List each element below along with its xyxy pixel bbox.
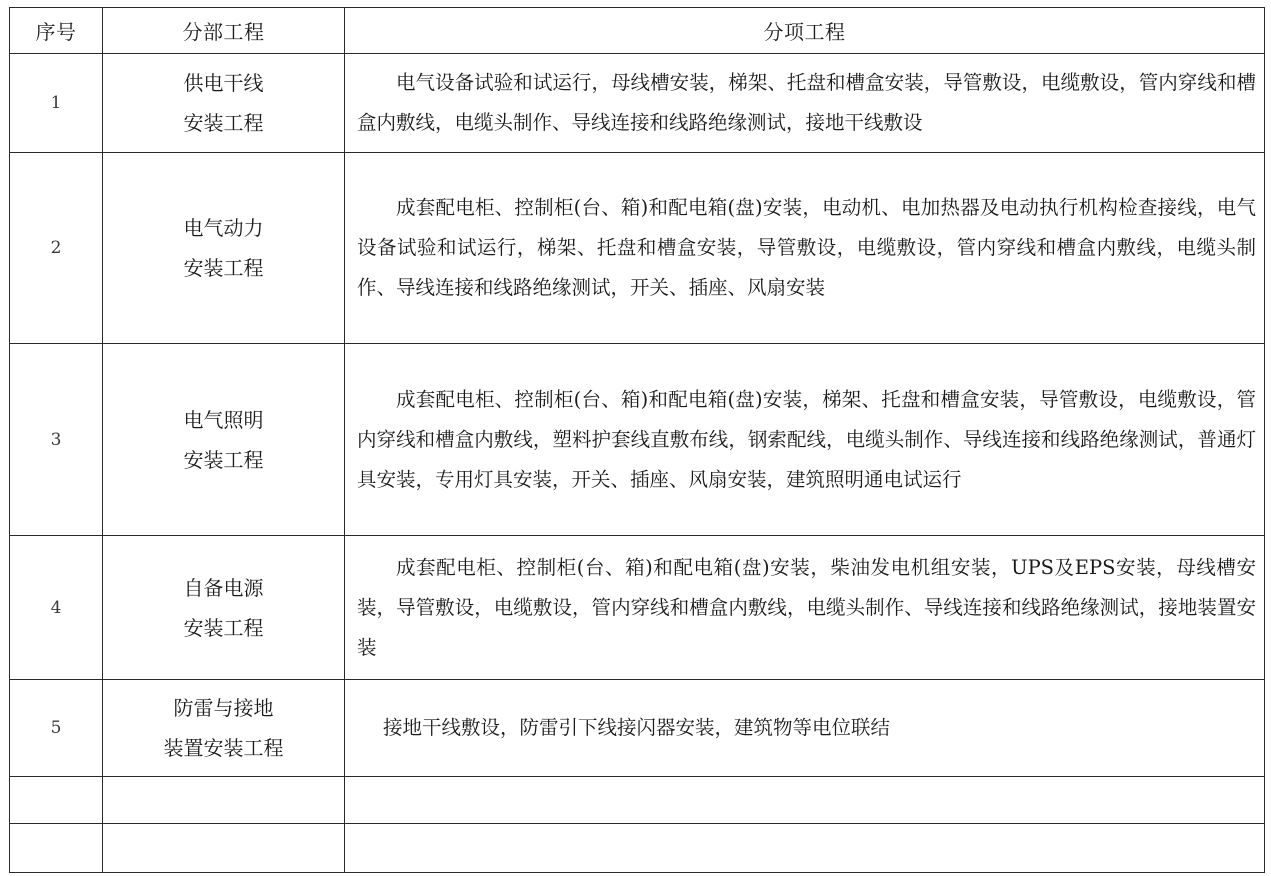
row-seq: 4 <box>10 536 103 680</box>
division-line-2: 安装工程 <box>183 447 264 472</box>
row-seq: 2 <box>10 153 103 344</box>
header-subitems: 分项工程 <box>345 8 1265 54</box>
row-subitems: 成套配电柜、控制柜(台、箱)和配电箱(盘)安装，梯架、托盘和槽盒安装，导管敷设，电缆敷设，管内穿线和槽盒内敷线，塑料护套线直敷布线，钢索配线，电缆头制作、导线连接和线路绝缘测试，普通灯具安装，专用灯具安装，开关、插座、风扇安装，建筑照明通电试运行 <box>345 344 1265 536</box>
row-division <box>103 344 345 536</box>
row-seq: 3 <box>10 344 103 536</box>
row-division <box>103 536 345 680</box>
header-division: 分部工程 <box>103 8 345 54</box>
header-seq: 序号 <box>10 8 103 54</box>
division-line-2: 安装工程 <box>183 615 264 640</box>
row-division <box>103 680 345 777</box>
row-subitems: 电气设备试验和试运行，母线槽安装，梯架、托盘和槽盒安装，导管敷设，电缆敷设，管内穿线和槽盒内敷线，电缆头制作、导线连接和线路绝缘测试，接地干线敷设 <box>345 54 1265 153</box>
row-subitems: 成套配电柜、控制柜(台、箱)和配电箱(盘)安装，电动机、电加热器及电动执行机构检查接线，电气设备试验和试运行，梯架、托盘和槽盒安装，导管敷设，电缆敷设，管内穿线和槽盒内敷线，电缆头制作、导线连接和线路绝缘测试，开关、插座、风扇安装 <box>345 153 1265 344</box>
division-line-2: 安装工程 <box>183 256 264 280</box>
empty-table-row <box>10 777 1265 824</box>
empty-cell <box>10 777 103 824</box>
division-line-1: 自备电源 <box>183 575 264 600</box>
empty-cell <box>103 777 345 824</box>
division-line-1: 电气照明 <box>183 407 264 432</box>
table-row <box>10 536 1265 680</box>
empty-cell <box>345 777 1265 824</box>
row-subitems: 成套配电柜、控制柜(台、箱)和配电箱(盘)安装，柴油发电机组安装，UPS及EPS安装，母线槽安装，导管敷设，电缆敷设，管内穿线和槽盒内敷线，电缆头制作、导线连接和线路绝缘测试，接地装置安装 <box>345 536 1265 680</box>
division-line-1: 电气动力 <box>183 216 264 240</box>
division-line-1: 防雷与接地 <box>173 696 274 720</box>
empty-cell <box>103 824 345 873</box>
division-line-2: 装置安装工程 <box>163 736 284 760</box>
empty-cell <box>10 824 103 873</box>
table-row <box>10 680 1265 777</box>
empty-table-row <box>10 824 1265 873</box>
row-division <box>103 153 345 344</box>
division-line-2: 安装工程 <box>183 111 264 135</box>
row-subitems: 接地干线敷设，防雷引下线接闪器安装，建筑物等电位联结 <box>345 680 1265 777</box>
row-seq: 5 <box>10 680 103 777</box>
table-row <box>10 344 1265 536</box>
table-row <box>10 54 1265 153</box>
table-header-row <box>10 8 1265 54</box>
empty-cell <box>345 824 1265 873</box>
table-row <box>10 153 1265 344</box>
work-breakdown-table <box>9 7 1265 873</box>
row-seq: 1 <box>10 54 103 153</box>
row-division <box>103 54 345 153</box>
division-line-1: 供电干线 <box>183 71 264 95</box>
